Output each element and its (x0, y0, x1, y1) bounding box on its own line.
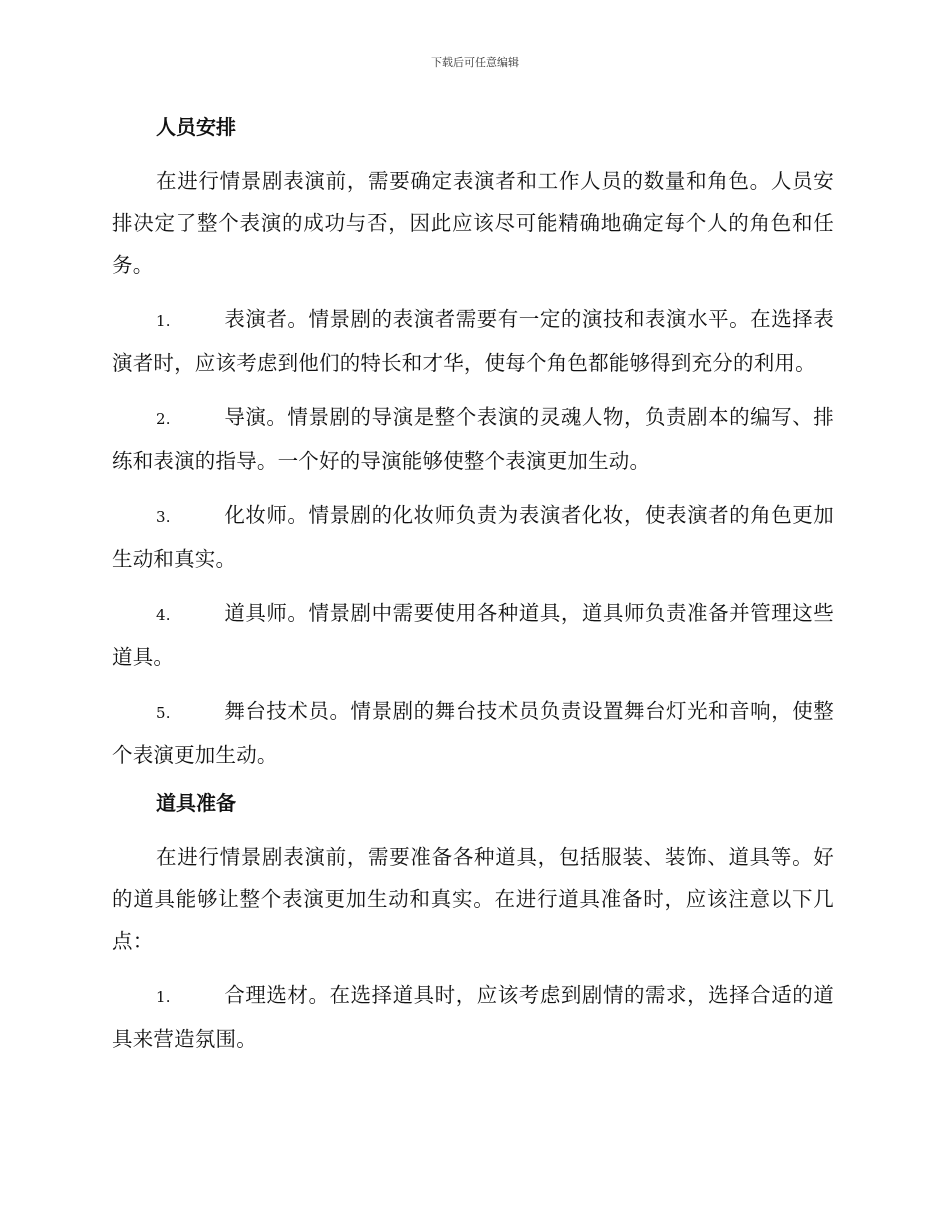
list-item-text: 合理选材。在选择道具时，应该考虑到剧情的需求，选择合适的道具来营造氛围。 (112, 983, 834, 1051)
list-item (112, 592, 834, 678)
list-item-number: 3. (156, 508, 171, 526)
list-item (112, 298, 834, 384)
list-item (112, 974, 834, 1060)
list-item-text: 化妆师。情景剧的化妆师负责为表演者化妆，使表演者的角色更加生动和真实。 (112, 503, 834, 571)
list-item-text: 表演者。情景剧的表演者需要有一定的演技和表演水平。在选择表演者时，应该考虑到他们的特长和才华，使每个角色都能够得到充分的利用。 (112, 307, 834, 375)
list-item-number: 1. (156, 312, 171, 330)
document-body (112, 112, 834, 1072)
section-intro-personnel: 在进行情景剧表演前，需要确定表演者和工作人员的数量和角色。人员安排决定了整个表演的成功与否，因此应该尽可能精确地确定每个人的角色和任务。 (112, 169, 834, 277)
list-item-number: 5. (156, 704, 171, 722)
list-item (112, 396, 834, 482)
list-item-text: 道具师。情景剧中需要使用各种道具，道具师负责准备并管理这些道具。 (112, 601, 834, 669)
section-heading-props: 道具准备 (156, 791, 236, 815)
section-intro-props: 在进行情景剧表演前，需要准备各种道具，包括服装、装饰、道具等。好的道具能够让整个表演更加生动和真实。在进行道具准备时，应该注意以下几点： (112, 845, 834, 953)
list-item-number: 4. (156, 606, 171, 624)
section-heading-personnel: 人员安排 (156, 115, 236, 139)
page-header: 下载后可任意编辑 (431, 56, 519, 69)
list-item-text: 导演。情景剧的导演是整个表演的灵魂人物，负责剧本的编写、排练和表演的指导。一个好的导演能够使整个表演更加生动。 (112, 405, 834, 473)
list-item (112, 690, 834, 776)
list-item-text: 舞台技术员。情景剧的舞台技术员负责设置舞台灯光和音响，使整个表演更加生动。 (112, 699, 834, 767)
list-item-number: 1. (156, 988, 171, 1006)
list-item-number: 2. (156, 410, 171, 428)
list-item (112, 494, 834, 580)
